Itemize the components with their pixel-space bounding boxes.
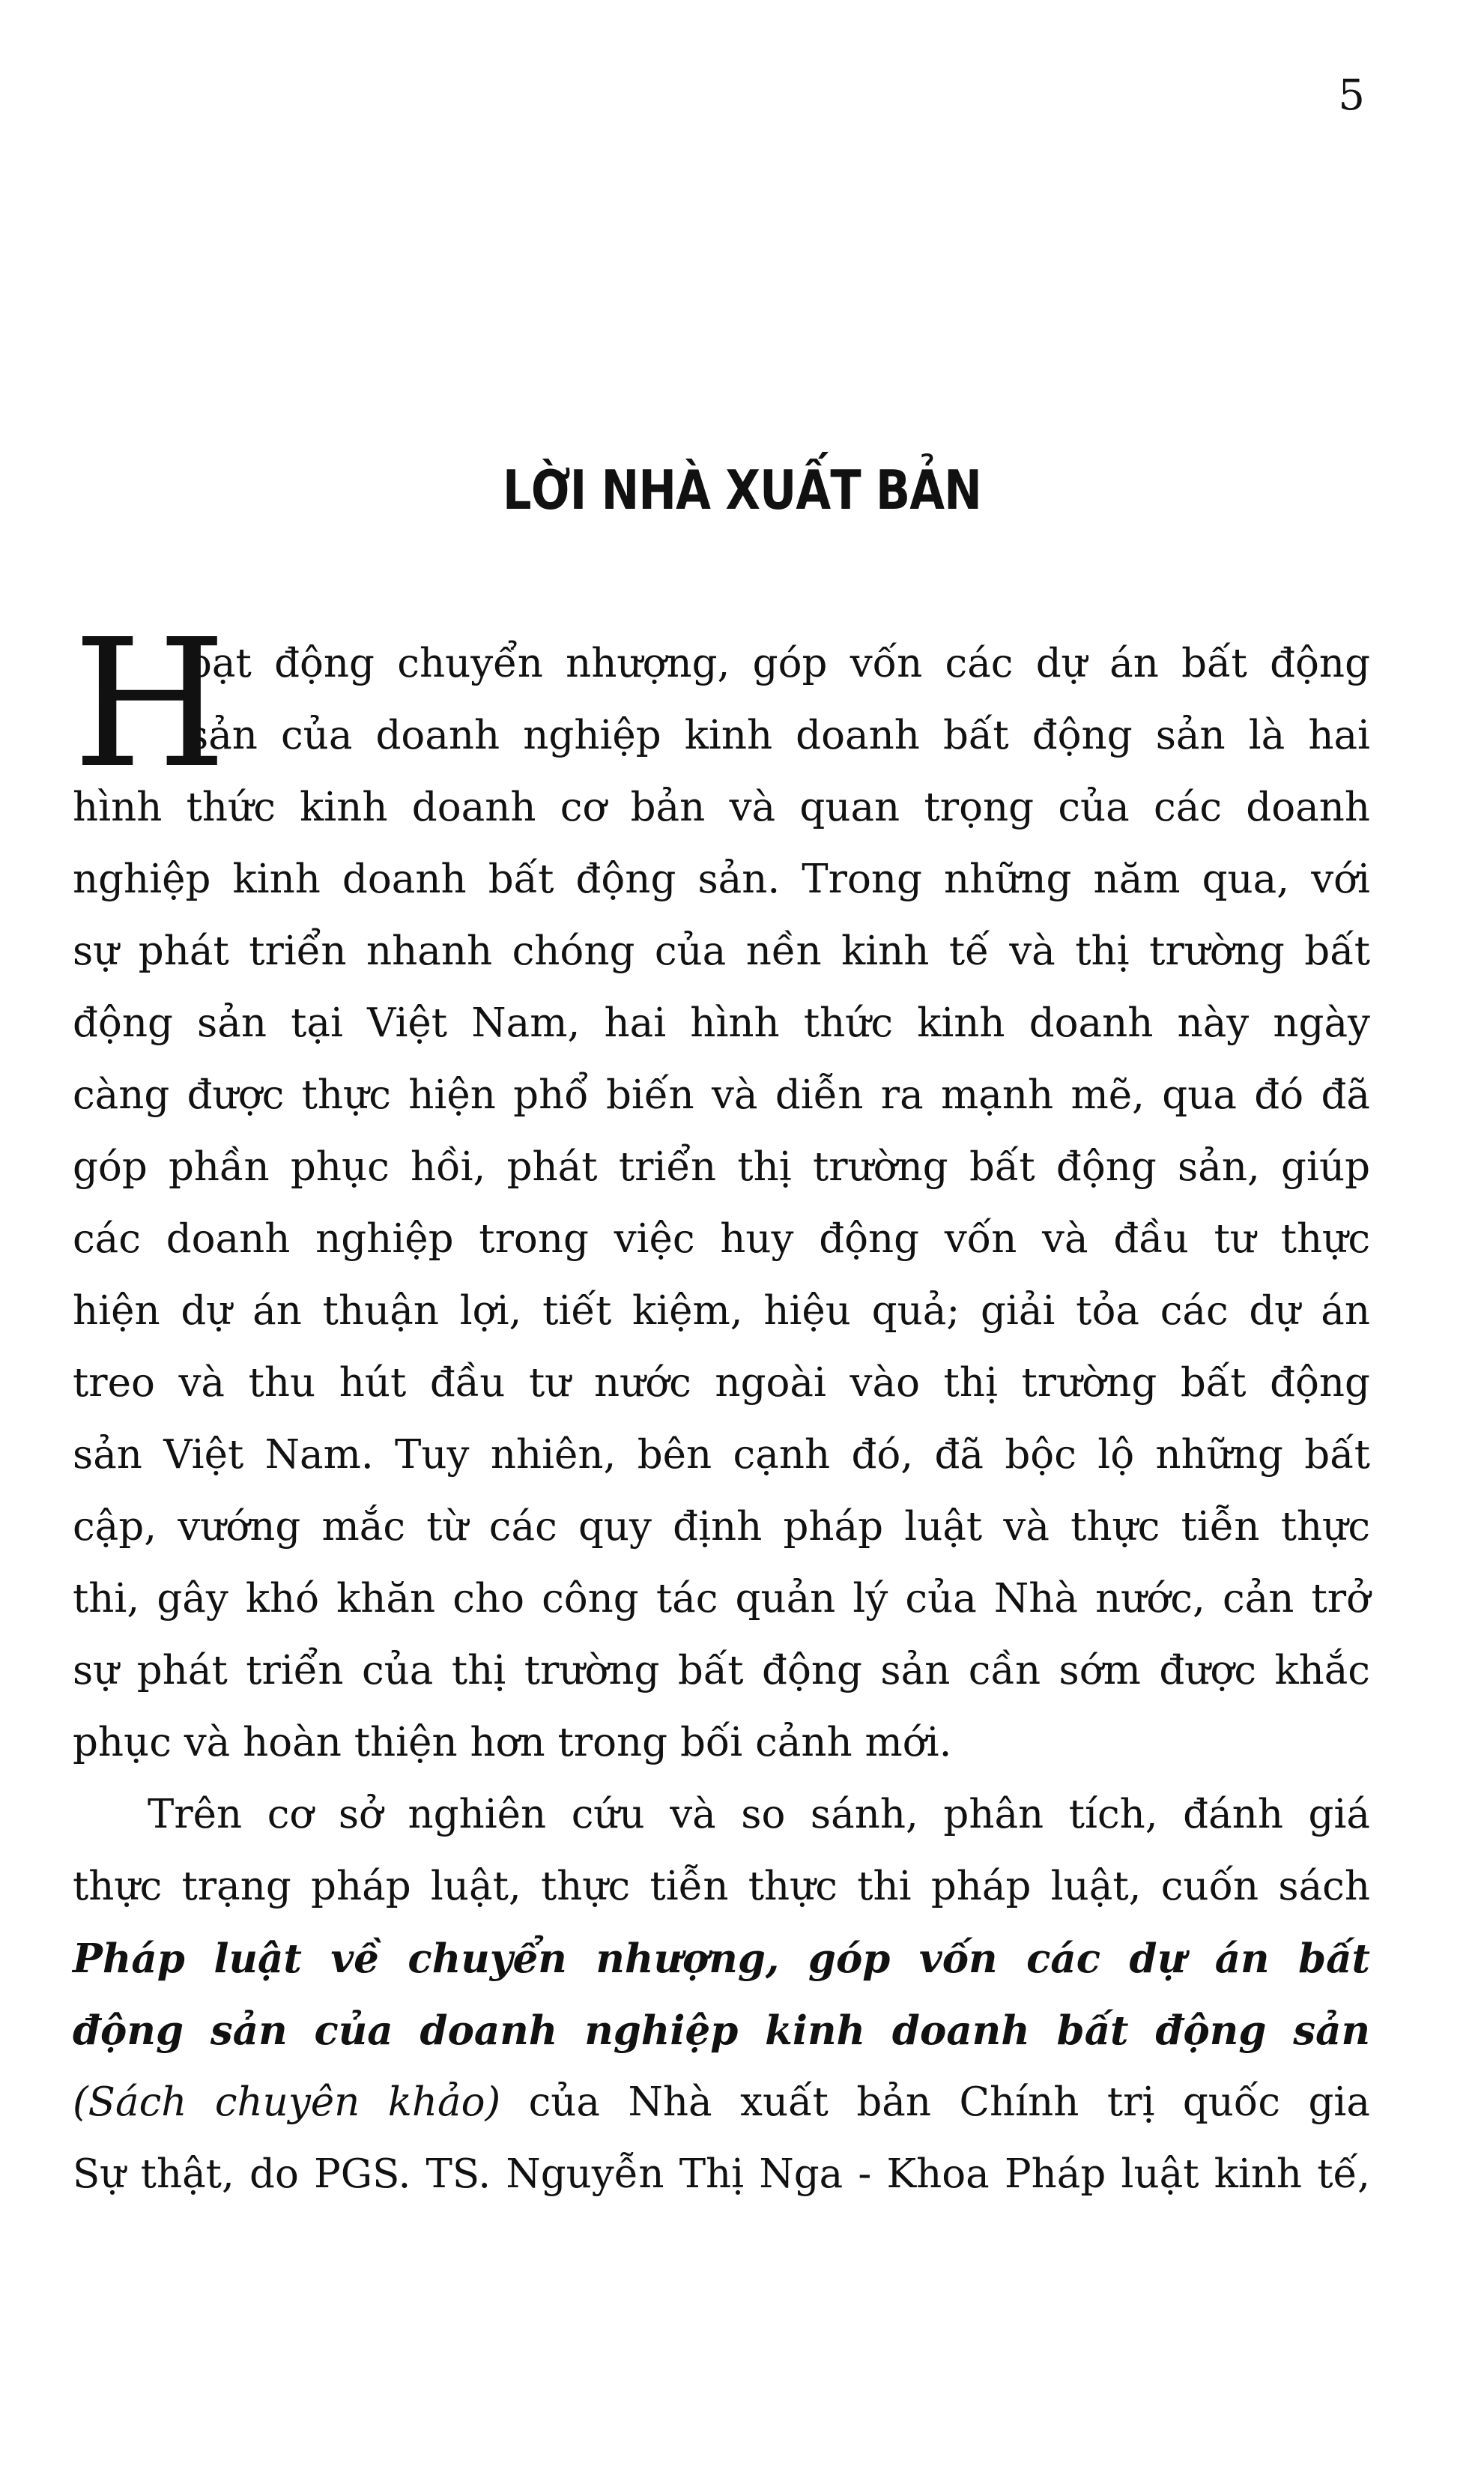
page-number: 5 — [1338, 71, 1365, 120]
body-text — [73, 601, 1370, 2210]
drop-cap: H — [73, 601, 227, 807]
paragraph-line: góp phần phục hồi, phát triển thị trường bất động sản, giúp — [73, 1144, 1370, 1190]
paragraph-line: sự phát triển của thị trường bất động sản cần sớm được khắc — [73, 1648, 1370, 1693]
paragraph-line: các doanh nghiệp trong việc huy động vốn và đầu tư thực — [73, 1216, 1370, 1262]
book-subtitle: (Sách chuyên khảo) — [73, 2079, 501, 2125]
book-title-line: động sản của doanh nghiệp kinh doanh bất động sản — [73, 2007, 1370, 2054]
book-title-line: Pháp luật về chuyển nhượng, góp vốn các dự án bất — [73, 1935, 1370, 1982]
paragraph-line: treo và thu hút đầu tư nước ngoài vào thị trường bất động — [73, 1360, 1370, 1406]
paragraph-line: động sản tại Việt Nam, hai hình thức kinh doanh này ngày — [73, 1000, 1370, 1046]
paragraph-line: nghiệp kinh doanh bất động sản. Trong những năm qua, với — [73, 856, 1370, 902]
paragraph-line — [73, 2067, 1370, 2139]
paragraph-line: Sự thật, do PGS. TS. Nguyễn Thị Nga - Khoa Pháp luật kinh tế, — [73, 2151, 1370, 2197]
paragraph-line: thực trạng pháp luật, thực tiễn thực thi pháp luật, cuốn sách — [73, 1864, 1370, 1909]
line-text: của Nhà xuất bản Chính trị quốc gia — [500, 2079, 1370, 2125]
paragraph-line: hình thức kinh doanh cơ bản và quan trọng của các doanh — [73, 785, 1370, 830]
paragraph-line: sản Việt Nam. Tuy nhiên, bên cạnh đó, đã bộc lộ những bất — [73, 1432, 1370, 1478]
paragraph-line: cập, vướng mắc từ các quy định pháp luật và thực tiễn thực — [73, 1504, 1370, 1550]
paragraph-line: hiện dự án thuận lợi, tiết kiệm, hiệu quả; giải tỏa các dự án — [73, 1288, 1370, 1334]
paragraph-1 — [73, 601, 1370, 1779]
paragraph-line: phục và hoàn thiện hơn trong bối cảnh mới. — [73, 1720, 952, 1765]
paragraph-2 — [73, 1779, 1370, 2210]
paragraph-line: oạt động chuyển nhượng, góp vốn các dự án bất động — [188, 641, 1370, 686]
paragraph-line: sự phát triển nhanh chóng của nền kinh tế và thị trường bất — [73, 928, 1370, 974]
paragraph-line: thi, gây khó khăn cho công tác quản lý của Nhà nước, cản trở — [73, 1576, 1370, 1622]
paragraph-line: sản của doanh nghiệp kinh doanh bất động sản là hai — [188, 713, 1370, 758]
page-title: LỜI NHÀ XUẤT BẢN — [503, 459, 981, 522]
paragraph-line: càng được thực hiện phổ biến và diễn ra mạnh mẽ, qua đó đã — [73, 1072, 1370, 1118]
paragraph-line: Trên cơ sở nghiên cứu và so sánh, phân tích, đánh giá — [148, 1792, 1370, 1837]
